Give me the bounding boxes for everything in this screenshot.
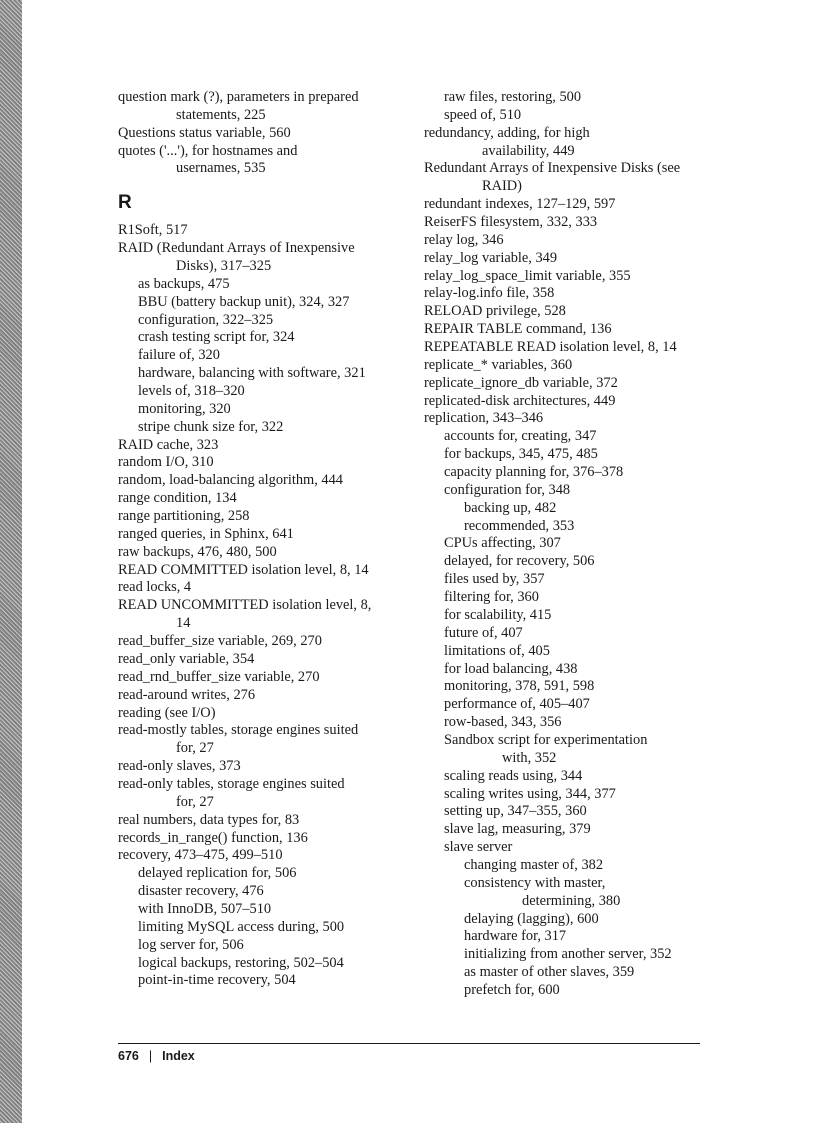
index-entry: Redundant Arrays of Inexpensive Disks (see <box>424 160 681 177</box>
index-subentry: scaling writes using, 344, 377 <box>444 785 616 802</box>
index-entry-continuation: usernames, 535 <box>176 160 266 177</box>
index-entry: read-mostly tables, storage engines suited <box>118 722 359 739</box>
index-subentry: delayed, for recovery, 506 <box>444 553 595 570</box>
index-entry: RAID cache, 323 <box>118 436 219 453</box>
index-entry: records_in_range() function, 136 <box>118 829 308 846</box>
index-subsubentry: consistency with master, <box>464 874 606 891</box>
index-entry-continuation: with, 352 <box>502 749 557 766</box>
index-entry: relay-log.info file, 358 <box>424 285 555 302</box>
index-subentry: performance of, 405–407 <box>444 696 590 713</box>
index-subsubentry: delaying (lagging), 600 <box>464 910 599 927</box>
index-subentry: with InnoDB, 507–510 <box>138 900 272 917</box>
footer-separator: | <box>148 1049 153 1063</box>
index-subentry: slave server <box>444 839 513 856</box>
index-subentry: setting up, 347–355, 360 <box>444 803 587 820</box>
index-entry: quotes ('...'), for hostnames and <box>118 142 298 159</box>
index-entry: relay_log variable, 349 <box>424 249 558 266</box>
index-subentry: filtering for, 360 <box>444 589 539 606</box>
index-entry: REPEATABLE READ isolation level, 8, 14 <box>424 339 677 356</box>
index-entry: RAID (Redundant Arrays of Inexpensive <box>118 240 355 257</box>
index-entry: RELOAD privilege, 528 <box>424 303 566 320</box>
index-subentry: slave lag, measuring, 379 <box>444 821 591 838</box>
index-entry: recovery, 473–475, 499–510 <box>118 847 283 864</box>
index-entry: replicate_* variables, 360 <box>424 356 573 373</box>
index-subentry: logical backups, restoring, 502–504 <box>138 954 344 971</box>
index-entry: read-around writes, 276 <box>118 686 256 703</box>
index-subsubentry: hardware for, 317 <box>464 928 567 945</box>
index-entry: reading (see I/O) <box>118 704 216 721</box>
index-subentry: disaster recovery, 476 <box>138 883 264 900</box>
index-entry: raw backups, 476, 480, 500 <box>118 543 277 560</box>
index-entry: random, load-balancing algorithm, 444 <box>118 472 343 489</box>
index-entry-continuation: statements, 225 <box>176 106 266 123</box>
index-subsubentry: initializing from another server, 352 <box>464 946 672 963</box>
index-entry: ReiserFS filesystem, 332, 333 <box>424 214 598 231</box>
index-entry: random I/O, 310 <box>118 454 214 471</box>
index-subsubentry: recommended, 353 <box>464 517 575 534</box>
index-column-right <box>424 89 714 1000</box>
index-entry: replicate_ignore_db variable, 372 <box>424 374 618 391</box>
index-subentry: for backups, 345, 475, 485 <box>444 446 598 463</box>
index-entry: R1Soft, 517 <box>118 222 188 239</box>
index-subentry: row-based, 343, 356 <box>444 714 562 731</box>
index-entry: READ UNCOMMITTED isolation level, 8, <box>118 597 372 614</box>
index-entry: real numbers, data types for, 83 <box>118 811 300 828</box>
index-subentry: levels of, 318–320 <box>138 383 245 400</box>
index-subentry: raw files, restoring, 500 <box>444 89 582 105</box>
index-entry: range condition, 134 <box>118 490 237 507</box>
index-entry: read_rnd_buffer_size variable, 270 <box>118 668 320 685</box>
index-subentry: crash testing script for, 324 <box>138 329 295 346</box>
index-subentry: for scalability, 415 <box>444 606 552 623</box>
index-entry-continuation: for, 27 <box>176 740 214 757</box>
index-subentry: CPUs affecting, 307 <box>444 535 561 552</box>
index-entry: read_only variable, 354 <box>118 650 255 667</box>
index-subentry: monitoring, 320 <box>138 400 231 417</box>
index-subentry: as backups, 475 <box>138 275 230 292</box>
footer-section: Index <box>162 1049 195 1063</box>
index-entry: relay log, 346 <box>424 231 504 248</box>
index-subentry: limiting MySQL access during, 500 <box>138 918 345 935</box>
index-subentry: stripe chunk size for, 322 <box>138 418 284 435</box>
index-entry-continuation: determining, 380 <box>522 892 621 909</box>
page-number: 676 <box>118 1049 139 1063</box>
footer-rule <box>118 1043 700 1044</box>
index-entry: REPAIR TABLE command, 136 <box>424 321 612 338</box>
index-subentry: configuration, 322–325 <box>138 311 274 328</box>
index-subentry: log server for, 506 <box>138 936 244 953</box>
index-entry-continuation: Disks), 317–325 <box>176 258 272 275</box>
index-subentry: hardware, balancing with software, 321 <box>138 365 366 382</box>
index-subsubentry: prefetch for, 600 <box>464 981 560 998</box>
index-entry: replication, 343–346 <box>424 410 544 427</box>
index-subsubentry: as master of other slaves, 359 <box>464 964 635 981</box>
index-entry: read locks, 4 <box>118 579 192 596</box>
index-subentry: speed of, 510 <box>444 106 522 123</box>
index-subentry: point-in-time recovery, 504 <box>138 972 296 989</box>
index-subentry: future of, 407 <box>444 624 523 641</box>
index-subentry: Sandbox script for experimentation <box>444 731 648 748</box>
index-entry: redundant indexes, 127–129, 597 <box>424 196 616 213</box>
section-letter: R <box>118 192 132 214</box>
index-entry: ranged queries, in Sphinx, 641 <box>118 525 294 542</box>
index-entry: read-only tables, storage engines suited <box>118 775 345 792</box>
index-subentry: capacity planning for, 376–378 <box>444 464 624 481</box>
index-entry-continuation: availability, 449 <box>482 142 575 159</box>
index-entry: Questions status variable, 560 <box>118 124 291 141</box>
index-subentry: configuration for, 348 <box>444 481 571 498</box>
index-subentry: for load balancing, 438 <box>444 660 578 677</box>
page-footer <box>118 1048 195 1064</box>
index-entry-continuation: for, 27 <box>176 793 214 810</box>
index-entry: READ COMMITTED isolation level, 8, 14 <box>118 561 369 578</box>
index-subentry: scaling reads using, 344 <box>444 767 583 784</box>
index-entry: relay_log_space_limit variable, 355 <box>424 267 631 284</box>
index-entry: read-only slaves, 373 <box>118 758 241 775</box>
index-entry: replicated-disk architectures, 449 <box>424 392 616 409</box>
index-subsubentry: backing up, 482 <box>464 499 557 516</box>
index-subentry: limitations of, 405 <box>444 642 550 659</box>
scan-edge <box>0 0 22 1123</box>
index-subentry: monitoring, 378, 591, 598 <box>444 678 595 695</box>
index-entry: redundancy, adding, for high <box>424 124 590 141</box>
index-column-left <box>118 89 393 990</box>
index-subentry: BBU (battery backup unit), 324, 327 <box>138 293 350 310</box>
index-entry: question mark (?), parameters in prepared <box>118 89 359 105</box>
index-subentry: delayed replication for, 506 <box>138 865 297 882</box>
index-entry-continuation: RAID) <box>482 178 522 195</box>
index-subentry: failure of, 320 <box>138 347 220 364</box>
index-entry-continuation: 14 <box>176 615 191 632</box>
index-subentry: files used by, 357 <box>444 571 545 588</box>
index-entry: range partitioning, 258 <box>118 508 250 525</box>
index-entry: read_buffer_size variable, 269, 270 <box>118 633 322 650</box>
index-subentry: accounts for, creating, 347 <box>444 428 597 445</box>
index-subsubentry: changing master of, 382 <box>464 856 604 873</box>
